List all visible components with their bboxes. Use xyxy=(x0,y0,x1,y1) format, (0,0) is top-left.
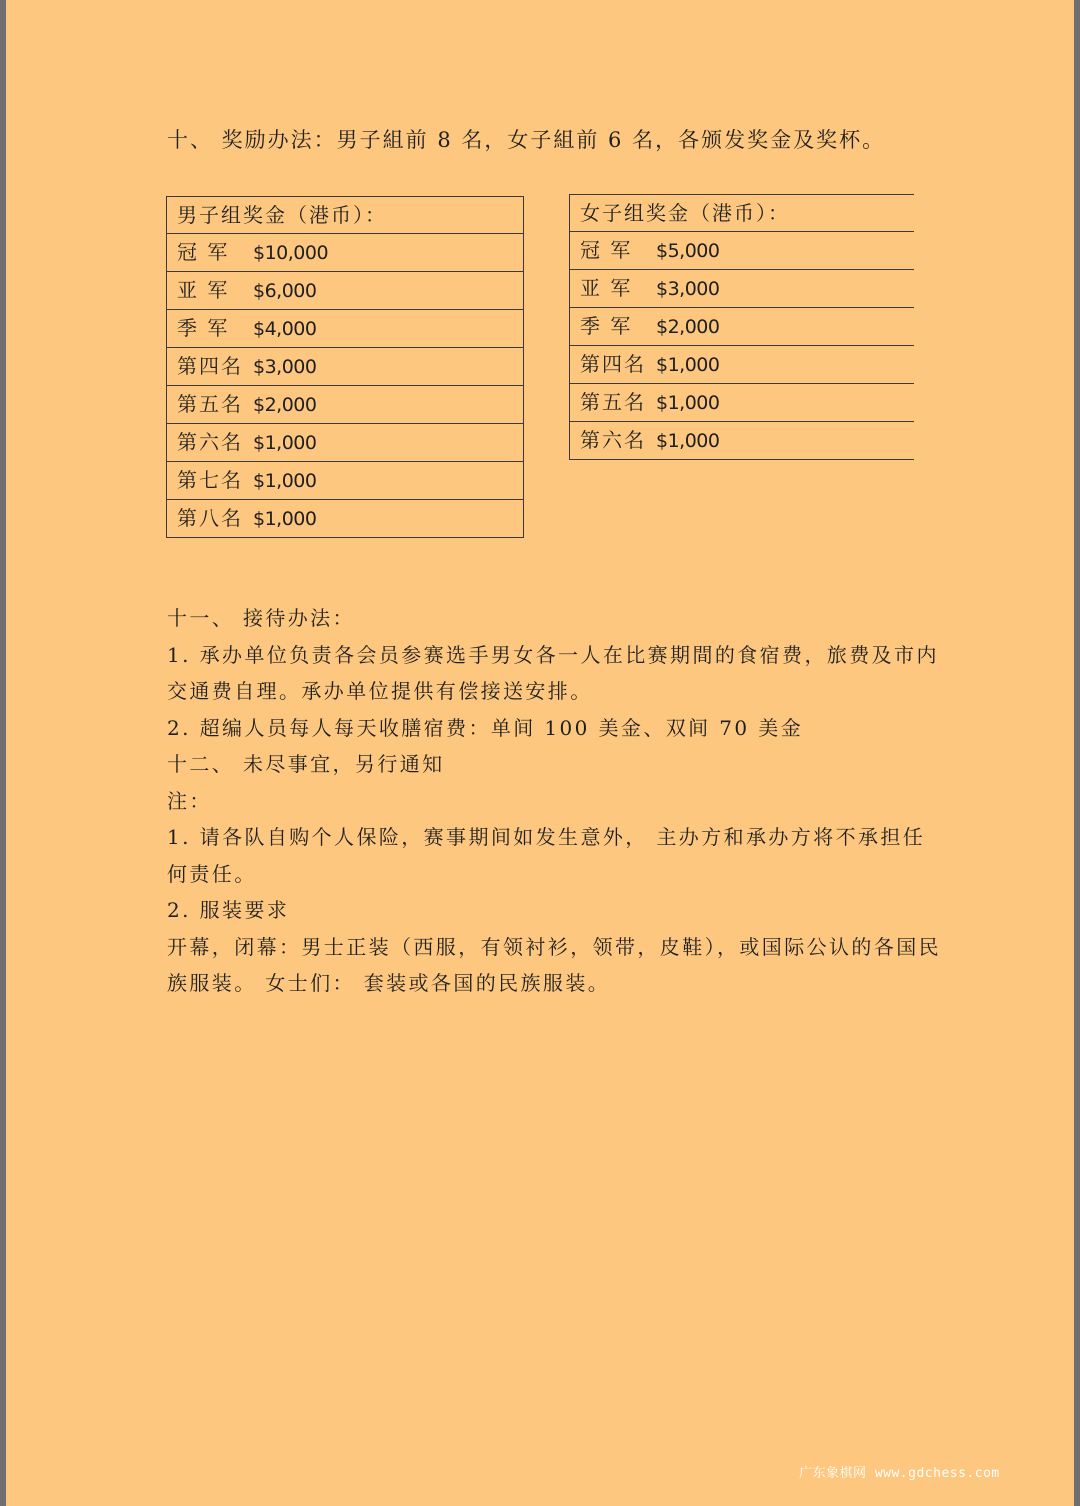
prize-amount: $1,000 xyxy=(656,354,720,376)
section-12-heading: 十二、 未尽事宜，另行通知 xyxy=(167,752,445,776)
prize-amount: $10,000 xyxy=(253,242,329,264)
rank-label: 亚 军 xyxy=(580,276,633,300)
table-row xyxy=(167,348,524,386)
table-row xyxy=(570,384,915,422)
prize-amount: $1,000 xyxy=(656,392,720,414)
prize-amount: $1,000 xyxy=(253,432,317,454)
section-10-heading: 十、 奖励办法：男子組前 8 名，女子組前 6 名，各颁发奖金及奖杯。 xyxy=(167,128,886,152)
women-prize-table xyxy=(569,194,914,460)
table-row xyxy=(167,310,524,348)
rank-label: 季 军 xyxy=(177,316,230,340)
prize-amount: $2,000 xyxy=(656,316,720,338)
notes-item1-line2: 何责任。 xyxy=(167,861,257,886)
rank-label: 第六名 xyxy=(177,430,243,454)
notes-dress-line2: 族服装。 女士们： 套装或各国的民族服装。 xyxy=(167,971,611,995)
rank-label: 第五名 xyxy=(580,390,646,414)
table-row xyxy=(570,232,915,270)
table-row xyxy=(570,346,915,384)
rank-label: 亚 军 xyxy=(177,278,230,302)
section-11-heading: 十一、 接待办法： xyxy=(167,606,355,630)
table-row xyxy=(570,308,915,346)
prize-amount: $2,000 xyxy=(253,394,317,416)
rank-label: 第七名 xyxy=(177,468,243,492)
table-row xyxy=(167,234,524,272)
table-row xyxy=(167,462,524,500)
rank-label: 季 军 xyxy=(580,314,633,338)
rank-label: 第四名 xyxy=(177,354,243,378)
rank-label: 第四名 xyxy=(580,352,646,376)
section-11-item1-line1: 1. 承办单位负责各会员参赛选手男女各一人在比赛期間的食宿费，旅费及市内 xyxy=(167,642,939,667)
prize-amount: $3,000 xyxy=(656,278,720,300)
table-row xyxy=(570,270,915,308)
women-prize-title: 女子组奖金（港币）： xyxy=(570,195,915,232)
men-prize-title: 男子组奖金（港币）： xyxy=(167,197,524,234)
body-text xyxy=(167,600,941,1002)
prize-amount: $6,000 xyxy=(253,280,317,302)
table-row xyxy=(167,500,524,538)
rank-label: 第五名 xyxy=(177,392,243,416)
prize-amount: $1,000 xyxy=(253,508,317,530)
section-11-item2: 2. 超编人员每人每天收膳宿费：单间 100 美金、双间 70 美金 xyxy=(167,715,804,740)
prize-amount: $1,000 xyxy=(253,470,317,492)
notes-label: 注： xyxy=(167,788,212,813)
prize-amount: $5,000 xyxy=(656,240,720,262)
rank-label: 第六名 xyxy=(580,428,646,452)
document-page xyxy=(6,0,1074,1506)
table-row xyxy=(167,424,524,462)
section-11-item1-line2: 交通费自理。承办单位提供有偿接送安排。 xyxy=(167,679,593,703)
notes-item2: 2. 服装要求 xyxy=(167,898,290,922)
rank-label: 冠 军 xyxy=(177,240,230,264)
notes-item1-line1: 1. 请各队自购个人保险，赛事期间如发生意外， 主办方和承办方将不承担任 xyxy=(167,825,926,849)
notes-dress-line1: 开幕，闭幕：男士正装（西服，有领衬衫，领带，皮鞋），或国际公认的各国民 xyxy=(167,934,941,959)
table-row xyxy=(167,386,524,424)
prize-amount: $3,000 xyxy=(253,356,317,378)
site-watermark: 广东象棋网 www.gdchess.com xyxy=(799,1466,1000,1481)
prize-amount: $4,000 xyxy=(253,318,317,340)
table-row xyxy=(167,272,524,310)
rank-label: 冠 军 xyxy=(580,238,633,262)
men-prize-table xyxy=(166,196,524,538)
rank-label: 第八名 xyxy=(177,506,243,530)
prize-amount: $1,000 xyxy=(656,430,720,452)
table-row xyxy=(570,422,915,460)
